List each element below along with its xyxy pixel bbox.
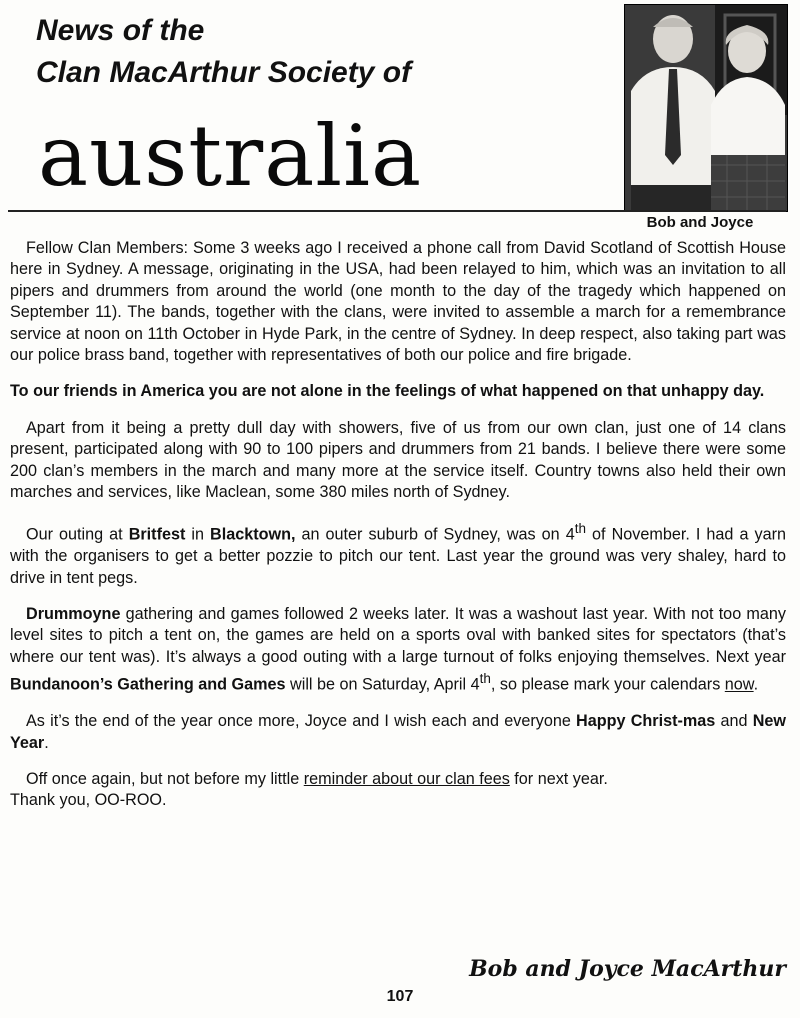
- text-run: Our outing at: [26, 525, 129, 544]
- text-run: gathering and games followed 2 weeks later. It was a washout last year. With not too many level sites to pitch a tent on, the games are held on a sports oval with banked sites for spectators (that’s where our tent was). It’s always a good outing with a large turnout of folks enjoying themselves. Next year: [10, 605, 786, 666]
- paragraph-4: [10, 518, 786, 589]
- now-underlined: now: [724, 675, 754, 694]
- masthead-country-title: australia: [38, 107, 423, 205]
- photo-caption: Bob and Joyce: [646, 214, 754, 231]
- bob-and-joyce-photo: [624, 4, 788, 212]
- bundanoon-bold: Bundanoon’s Gathering and Games: [10, 675, 286, 694]
- ordinal-suffix: th: [479, 671, 491, 687]
- britfest-bold: Britfest: [128, 525, 186, 544]
- page-number: 107: [386, 988, 414, 1005]
- masthead-line-2: Clan MacArthur Society of: [36, 56, 412, 89]
- bold-message: To our friends in America you are not alone in the feelings of what happened on that unhappy day.: [10, 382, 765, 401]
- photo-illustration: [625, 5, 787, 211]
- text-run: .: [753, 675, 759, 694]
- paragraph-1: Fellow Clan Members: Some 3 weeks ago I received a phone call from David Scotland of Scottish House here in Sydney. A message, originating in the USA, had been relayed to him, which was an invitation to all pipers and drummers from around the world (one month to the day of the tragedy which happened on September 11). The bands, together with the clans, were invited to assemble a march for a remembrance service at noon on 11th October in Hyde Park, in the centre of Sydney. In deep respect, also taking part was our police brass band, together with representatives of both our police and fire brigade.: [10, 239, 786, 365]
- masthead-line-1: News of the: [36, 14, 205, 47]
- closing-line: Thank you, OO-ROO.: [10, 791, 167, 810]
- text-run: an outer suburb of Sydney, was on 4: [295, 525, 575, 544]
- ordinal-suffix: th: [574, 521, 586, 537]
- text-run: , so please mark your calendars: [490, 675, 725, 694]
- happy-christmas-bold: Happy Christ-mas: [576, 712, 716, 731]
- masthead-divider: [8, 210, 786, 212]
- clan-fees-reminder: reminder about our clan fees: [303, 769, 510, 788]
- text-run: and: [715, 712, 753, 731]
- text-run: Off once again, but not before my little: [26, 769, 304, 788]
- article-body: [10, 238, 786, 812]
- text-run: As it’s the end of the year once more, Joyce and I wish each and everyone: [26, 712, 577, 731]
- paragraph-3: Apart from it being a pretty dull day with showers, five of us from our own clan, just one of 14 clans present, participated along with 90 to 100 pipers and drummers from 21 bands. I believe there were some 200 clan’s members in the march and many more at the service itself. Country towns also held their own marches and services, like Maclean, some 380 miles north of Sydney.: [10, 418, 786, 502]
- signature: Bob and Joyce MacArthur: [469, 956, 786, 982]
- text-run: of November. I had a yarn with the organisers to get a better pozzie to pitch our tent. Last year the ground was very shaley, hard to drive in tent pegs.: [10, 525, 786, 587]
- text-run: for next year.: [509, 769, 608, 788]
- text-run: will be on Saturday, April 4: [285, 675, 480, 694]
- text-run: .: [44, 733, 49, 752]
- text-run: in: [185, 525, 211, 544]
- paragraph-6: [10, 711, 786, 754]
- paragraph-2: [10, 381, 786, 402]
- blacktown-bold: Blacktown,: [210, 525, 296, 544]
- paragraph-7: [10, 769, 786, 812]
- drummoyne-bold: Drummoyne: [26, 605, 121, 624]
- new-year-bold: New Year: [10, 712, 786, 752]
- paragraph-5: [10, 604, 786, 696]
